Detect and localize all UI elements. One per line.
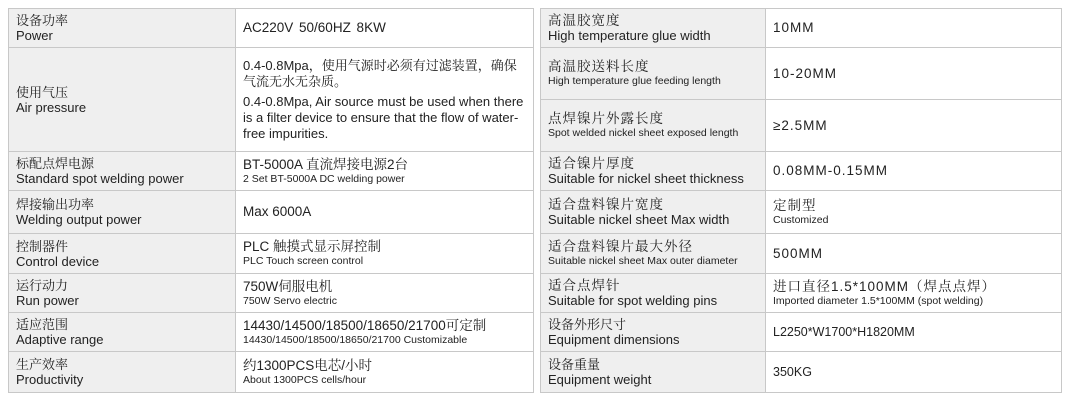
spec-value-sub: 750W Servo electric xyxy=(243,294,337,307)
label-en: Suitable nickel sheet Max width xyxy=(548,212,730,227)
label-en: Standard spot welding power xyxy=(16,171,184,186)
label-en: Equipment dimensions xyxy=(548,332,680,347)
table-row xyxy=(541,100,1062,152)
spec-label-cell xyxy=(541,234,766,274)
label-zh: 使用气压 xyxy=(16,84,69,100)
label-en: Welding output power xyxy=(16,212,142,227)
label-zh: 焊接输出功率 xyxy=(16,197,95,212)
label-zh: 设备功率 xyxy=(16,13,69,28)
table-row xyxy=(9,191,534,234)
table-row xyxy=(9,152,534,191)
label-en: Suitable for spot welding pins xyxy=(548,293,718,308)
spec-value: L2250*W1700*H1820MM xyxy=(773,325,915,339)
label-zh: 标配点焊电源 xyxy=(16,156,95,171)
spec-value-en: 0.4-0.8Mpa, Air source must be used when there is a filter device to ensure that the flow of water-free impurities. xyxy=(243,93,524,141)
label-en: Equipment weight xyxy=(548,372,652,387)
spec-value: 10-20MM xyxy=(773,65,838,81)
spec-value: BT-5000A 直流焊接电源2台 xyxy=(243,156,409,172)
spec-value: 750W伺服电机 xyxy=(243,278,333,294)
spec-value-sub: 14430/14500/18500/18650/21700 Customizable xyxy=(243,333,468,346)
label-en: Productivity xyxy=(16,372,84,387)
spec-value: 10MM xyxy=(773,20,815,35)
spec-value-cell xyxy=(766,48,1062,100)
label-en: Spot welded nickel sheet exposed length xyxy=(548,127,739,139)
table-row xyxy=(541,274,1062,313)
label-zh: 点焊镍片外露长度 xyxy=(548,111,664,126)
table-row xyxy=(9,48,534,152)
label-zh: 适合盘料镍片最大外径 xyxy=(548,239,693,254)
table-row xyxy=(541,313,1062,352)
spec-value-sub: Customized xyxy=(773,213,829,226)
label-zh: 高温胶宽度 xyxy=(548,13,621,28)
label-zh: 设备重量 xyxy=(548,357,601,372)
label-zh: 运行动力 xyxy=(16,278,69,293)
table-row xyxy=(9,9,534,48)
label-en: Air pressure xyxy=(16,99,87,115)
spec-value-sub: Imported diameter 1.5*100MM (spot welding) xyxy=(773,294,984,307)
spec-value: 约1300PCS电芯/小时 xyxy=(243,357,373,373)
spec-table-right xyxy=(540,8,1062,393)
spec-value-cell xyxy=(766,9,1062,48)
spec-value-cell xyxy=(766,191,1062,234)
spec-value-sub: PLC Touch screen control xyxy=(243,255,364,267)
spec-label-cell xyxy=(9,313,236,352)
label-zh: 设备外形尺寸 xyxy=(548,317,627,332)
spec-value: 14430/14500/18500/18650/21700可定制 xyxy=(243,317,487,333)
table-row xyxy=(9,234,534,274)
spec-value: 350KG xyxy=(773,365,812,379)
spec-value: ≥2.5MM xyxy=(773,117,828,133)
spec-label-cell xyxy=(541,191,766,234)
label-zh: 适合镍片厚度 xyxy=(548,156,635,171)
spec-value: Max 6000A xyxy=(243,204,312,219)
spec-value-cell xyxy=(236,9,534,48)
label-en: Suitable nickel sheet Max outer diameter xyxy=(548,255,738,267)
spec-value-cell xyxy=(766,234,1062,274)
label-zh: 适合盘料镍片宽度 xyxy=(548,197,664,212)
label-zh: 高温胶送料长度 xyxy=(548,59,650,74)
spec-label-cell xyxy=(9,191,236,234)
spec-label-cell xyxy=(541,48,766,100)
label-en: Control device xyxy=(16,253,100,269)
spec-label-cell xyxy=(541,100,766,152)
spec-label-cell xyxy=(541,9,766,48)
spec-value-cell xyxy=(236,352,534,393)
spec-value-sub: About 1300PCS cells/hour xyxy=(243,373,367,386)
label-en: High temperature glue width xyxy=(548,28,711,43)
label-zh: 生产效率 xyxy=(16,357,69,372)
spec-value-sub: 2 Set BT-5000A DC welding power xyxy=(243,172,405,185)
spec-label-cell xyxy=(541,313,766,352)
spec-value-cell xyxy=(236,274,534,313)
spec-value: PLC 触摸式显示屏控制 xyxy=(243,239,382,254)
spec-label-cell xyxy=(9,152,236,191)
table-row xyxy=(541,152,1062,191)
label-en: Power xyxy=(16,28,53,43)
table-row xyxy=(541,352,1062,393)
spec-value-cell xyxy=(236,152,534,191)
spec-label-cell xyxy=(9,234,236,274)
table-row xyxy=(541,9,1062,48)
spec-label-cell xyxy=(541,152,766,191)
label-en: Adaptive range xyxy=(16,332,104,347)
spec-value-cell xyxy=(766,100,1062,152)
spec-value: 0.08MM-0.15MM xyxy=(773,163,889,178)
spec-table-left xyxy=(8,8,534,393)
table-row xyxy=(9,274,534,313)
spec-value-zh: 0.4-0.8Mpa，使用气源时必须有过滤装置，确保气流无水无杂质。 xyxy=(243,57,517,89)
spec-value-cell xyxy=(766,152,1062,191)
spec-value-cell xyxy=(766,352,1062,393)
spec-value-cell xyxy=(236,234,534,274)
label-zh: 控制器件 xyxy=(16,238,69,254)
spec-label-cell xyxy=(9,352,236,393)
spec-value: 定制型 xyxy=(773,197,817,213)
spec-label-cell xyxy=(9,48,236,152)
spec-label-cell xyxy=(541,274,766,313)
label-en: Run power xyxy=(16,293,79,308)
spec-label-cell xyxy=(9,9,236,48)
table-row xyxy=(9,352,534,393)
spec-value: AC220V 50/60HZ 8KW xyxy=(243,20,386,35)
spec-value-cell xyxy=(236,313,534,352)
spec-value: 500MM xyxy=(773,245,824,261)
table-row xyxy=(9,313,534,352)
label-en: High temperature glue feeding length xyxy=(548,75,721,87)
spec-value: 进口直径1.5*100MM（焊点点焊） xyxy=(773,278,997,294)
table-row xyxy=(541,191,1062,234)
spec-label-cell xyxy=(541,352,766,393)
label-zh: 适合点焊针 xyxy=(548,278,621,293)
spec-value-cell xyxy=(236,48,534,152)
table-row xyxy=(541,48,1062,100)
spec-label-cell xyxy=(9,274,236,313)
label-en: Suitable for nickel sheet thickness xyxy=(548,171,744,186)
table-row xyxy=(541,234,1062,274)
spec-value-cell xyxy=(766,274,1062,313)
spec-value-cell xyxy=(236,191,534,234)
spec-value-cell xyxy=(766,313,1062,352)
label-zh: 适应范围 xyxy=(16,317,69,332)
